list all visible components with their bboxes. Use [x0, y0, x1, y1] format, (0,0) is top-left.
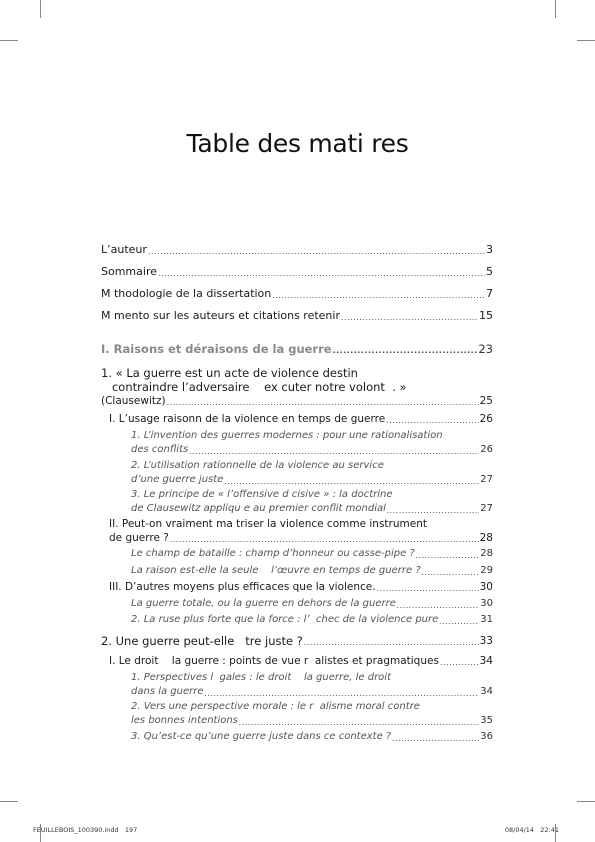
toc-page-number: 31 [480, 614, 493, 625]
print-slug-right: 08/04/14 22:41 [504, 826, 559, 834]
toc-entry-title-line: 3. Le principe de « l’offensive d cisive » : la doctrine [131, 489, 393, 500]
toc-subsection-entry[interactable] [131, 613, 493, 627]
toc-page-number: 5 [486, 265, 493, 278]
toc-entry-title: Sommaire [101, 265, 157, 278]
toc-entry-sommaire[interactable] [101, 265, 493, 279]
toc-entry-title: (Clausewitz) [101, 395, 166, 407]
toc-entry-title: 2. La ruse plus forte que la force : l’ chec de la violence pure [131, 614, 439, 625]
toc-subsection-entry[interactable] [131, 671, 493, 699]
toc-entry-title: les bonnes intentions [131, 715, 238, 726]
toc-entry-title: 3. Qu’est-ce qu’une guerre juste dans ce contexte ? [131, 731, 392, 742]
toc-subsection-entry[interactable] [131, 730, 493, 744]
toc-page-number: 29 [480, 565, 493, 576]
crop-mark [577, 801, 595, 802]
toc-page-number: 15 [479, 309, 493, 322]
crop-mark [555, 0, 556, 18]
toc-entry-title: de Clausewitz appliqu e au premier conflit mondial [131, 503, 386, 514]
page-title: Table des mati res [186, 128, 409, 158]
toc-page-number: 34 [480, 686, 493, 697]
toc-entry-title: III. D’autres moyens plus efficaces que la violence. [109, 581, 376, 593]
toc-entry-title: d’une guerre juste [131, 474, 224, 485]
toc-entry-title: 2. Une guerre peut-elle tre juste ? [101, 634, 303, 648]
toc-entry-title-line: 1. L’invention des guerres modernes : pour une rationalisation [131, 430, 443, 441]
toc-entry-title: Le champ de bataille : champ d’honneur ou casse-pipe ? [131, 548, 415, 559]
toc-entry-title: L’auteur [101, 243, 147, 256]
toc-page-number: 7 [486, 287, 493, 300]
toc-entry-title-line: 1. « La guerre est un acte de violence destin [101, 366, 358, 380]
crop-mark [40, 0, 41, 18]
toc-page-number: 25 [479, 395, 493, 407]
crop-mark [0, 801, 18, 802]
toc-chapter-entry[interactable] [101, 366, 493, 408]
toc-entry-title: I. Le droit la guerre : points de vue r alistes et pragmatiques [109, 655, 439, 667]
toc-subsection-entry[interactable] [131, 564, 493, 578]
toc-page-number: 26 [480, 444, 493, 455]
toc-entry-title: I. L’usage raisonn de la violence en temps de guerre [109, 413, 386, 425]
toc-entry-memento[interactable] [101, 309, 493, 323]
toc-entry-title: dans la guerre [131, 686, 204, 697]
toc-section-entry[interactable] [109, 412, 493, 426]
print-slug-left: FEUILLEBOIS_100390.indd 197 [33, 826, 138, 834]
toc-page-number: 36 [480, 731, 493, 742]
toc-section-entry[interactable] [109, 654, 493, 668]
toc-subsection-entry[interactable] [131, 488, 493, 516]
crop-mark [0, 40, 18, 41]
toc-entry-title: des conflits [131, 444, 189, 455]
toc-entry-title-line: 2. L’utilisation rationnelle de la violence au service [131, 460, 384, 471]
toc-part-heading[interactable] [101, 342, 493, 356]
toc-page-number: 28 [479, 532, 493, 544]
toc-entry-title-line: II. Peut-on vraiment ma triser la violence comme instrument [109, 518, 427, 530]
toc-chapter-entry[interactable] [101, 634, 493, 648]
toc-page-number: 26 [479, 413, 493, 425]
toc-entry-auteur[interactable] [101, 243, 493, 257]
toc-subsection-entry[interactable] [131, 597, 493, 611]
toc-entry-title: I. Raisons et déraisons de la guerre [101, 342, 332, 356]
toc-subsection-entry[interactable] [131, 429, 493, 457]
toc-page-number: 34 [479, 655, 493, 667]
toc-page-number: 30 [479, 581, 493, 593]
toc-page-number: 35 [480, 715, 493, 726]
toc-entry-title: La guerre totale, ou la guerre en dehors de la guerre [131, 598, 396, 609]
toc-page-number: 27 [480, 503, 493, 514]
toc-entry-title: de guerre ? [109, 532, 169, 544]
toc-entry-title-line: contraindre l’adversaire ex cuter notre volont . » [101, 380, 407, 394]
toc-subsection-entry[interactable] [131, 700, 493, 728]
toc-page-number: 28 [480, 548, 493, 559]
crop-mark [577, 40, 595, 41]
toc-entry-title-line: 1. Perspectives l gales : le droit la guerre, le droit [131, 672, 391, 683]
toc-subsection-entry[interactable] [131, 547, 493, 561]
toc-section-entry[interactable] [109, 580, 493, 594]
toc-subsection-entry[interactable] [131, 459, 493, 487]
toc-entry-methodologie[interactable] [101, 287, 493, 301]
toc-page-number: 30 [480, 598, 493, 609]
toc-page-number: 27 [480, 474, 493, 485]
toc-page-number: 33 [479, 635, 493, 647]
toc-page-number: 23 [478, 342, 493, 356]
toc-entry-title: M mento sur les auteurs et citations retenir [101, 309, 340, 322]
toc-section-entry[interactable] [109, 517, 493, 545]
toc-entry-title: M thodologie de la dissertation [101, 287, 272, 300]
toc-entry-title: La raison est-elle la seule l’œuvre en temps de guerre ? [131, 565, 421, 576]
toc-entry-title-line: 2. Vers une perspective morale : le r alisme moral contre [131, 701, 420, 712]
toc-page-number: 3 [486, 243, 493, 256]
